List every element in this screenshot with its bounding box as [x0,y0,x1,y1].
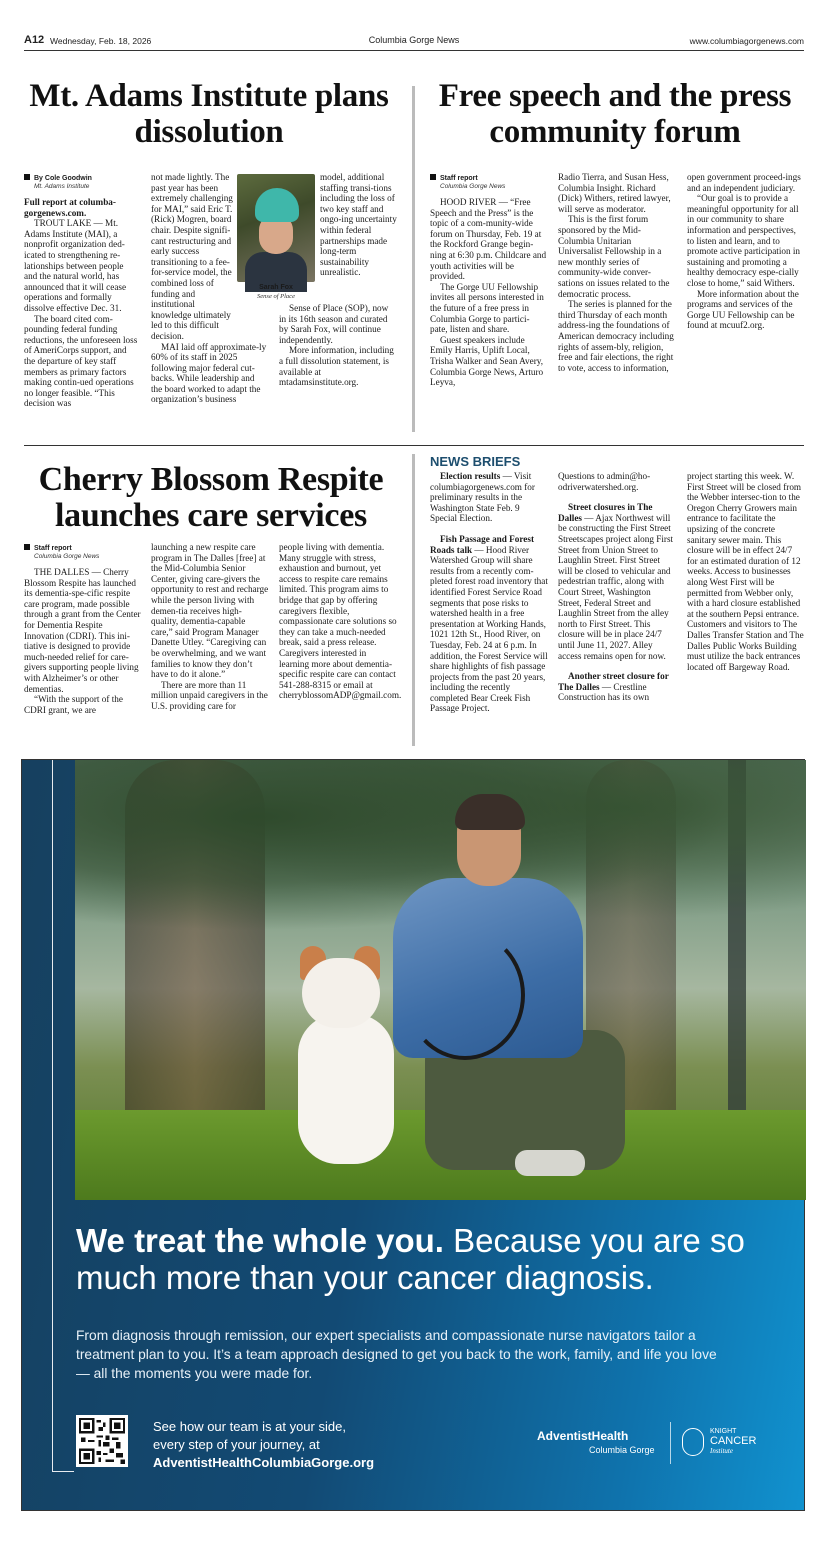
brief-item: Street closures in The Dalles — Ajax Northwest will be constructing the First Street Streetscapes project along First Street from Union Street to Laughlin Street. First Street will be closed to vehicular and pedestrian traffic, along with Court Street, Washington Street, Federal Street and Laughlin Street from the alley north to First Street. This closure will be in place 24/7 until June 11, 2027. Alley access remains open for now. [558,502,674,661]
byline-square-icon [24,544,30,550]
paragraph: The series is planned for the third Thursday of each month address-ing the foundations of American democracy including rights of assem-bly, religion, free and fair elections, the right to vote, access to information, [558,299,674,373]
article1-byline: By Cole Goodwin Mt. Adams Institute [24,174,139,191]
issue-date: Wednesday, Feb. 18, 2026 [50,36,152,46]
ad-bracket-decoration [52,760,74,1472]
paragraph: HOOD RIVER — “Free Speech and the Press” is the topic of a com-munity-wide forum on Thursday, Feb. 19 at the Rockford Grange begin-ning at 6:30 p.m. Childcare and youth activities will be provided. [430,197,547,282]
article2-col3 [687,172,805,436]
paragraph: More information, including a full dissolution statement, is available at mtadamsinstitute.org. [279,345,394,388]
top-rule [24,50,804,51]
logo2-top: KNIGHT [710,1428,737,1435]
logo2-main: CANCER [710,1435,757,1447]
column-divider [412,454,415,746]
brief-item: Election results — Visit columbiagorgenews.com for preliminary results in the Washington State Feb. 9 Special Election. [430,471,535,524]
paragraph: open government proceed-ings and an independent judiciary. [687,172,801,193]
ad-url-link[interactable]: AdventistHealthColumbiaGorge.org [153,1455,375,1470]
article3-col1 [24,544,141,749]
article1-col1 [24,174,139,436]
adventist-health-ad[interactable] [21,759,805,1511]
article2-byline: Staff report Columbia Gorge News [430,174,547,191]
ad-headline: We treat the whole you. Because you are so much more than your cancer diagnosis. [76,1222,745,1296]
article1-col3b [279,303,397,436]
adventist-health-logo [537,1427,667,1455]
ohsu-mark-icon [682,1428,704,1456]
article1-lead[interactable]: Full report at columba-gorgenews.com. [24,197,116,218]
paragraph: “With the support of the CDRI grant, we are [24,694,123,715]
briefs-col1 [430,471,548,749]
article3-byline: Staff report Columbia Gorge News [24,544,141,561]
sarah-fox-photo [237,174,315,282]
news-briefs-kicker: NEWS BRIEFS [430,454,521,469]
paragraph: The board cited com-pounding federal funding reductions, the unforeseen loss of AmeriCorps support, and the departure of key staff members as primary factors making contin-ued operations no longer feasible. “This decision was [24,313,138,409]
paragraph: people living with dementia. Many struggle with stress, exhaustion and burnout, yet access to respite care remains limited. This program aims to bridge that gap by offering caregivers flexible, compassionate care solutions so they can take a much-needed break, said a press release. Caregivers interested in learning more about dementia-specific respite care can contact 541-288-8315 or email at cherryblossomADP@gmail.com. [279,542,402,701]
article1-headline: Mt. Adams Institute plans dissolution [29,78,389,150]
section-rule [24,445,804,446]
page-number: A12 [24,34,45,46]
paragraph: THE DALLES — Cherry Blossom Respite has launched its dementia-spe-cific respite care program, made possible through a grant from the Center for Dementia Respite Innovation (CDRI). This ini-tiative is designed to provide much-needed relief for care-givers supporting people living with Alzheimer’s or other dementias. [24,567,141,694]
publication-name: Columbia Gorge News [368,35,460,45]
paragraph: The Gorge UU Fellowship invites all persons interested in the future of a free press in Columbia Gorge to partici-pate, listen and share. [430,281,544,335]
brief-item: Questions to admin@ho-odriverwatershed.org. [558,471,651,492]
logo-divider [670,1422,671,1464]
paragraph: not made lightly. The past year has been extremely challenging for MAI,” said Eric T. (Rick) Mogren, board chair. Despite signifi-cant restructuring and early success transitioning to a fee-for-service model, the combined loss of funding and institutional knowledge ultimately led to this difficult decision. [151,172,233,341]
logo2-sub: Institute [710,1447,733,1455]
byline-square-icon [430,174,436,180]
article2-col1 [430,174,547,436]
paragraph: Guest speakers include Emily Harris, Uplift Local, Trisha Walker and Sean Avery, Columbia Gorge News, Arturo Leyva, [430,334,544,388]
folio [24,34,804,48]
column-divider [412,86,415,432]
cta-line: See how our team is at your side, [153,1419,346,1434]
paragraph: TROUT LAKE — Mt. Adams Institute (MAI), a nonprofit organization ded-icated to strengthening re-lationships between people and the natural world, has announced that it will cease operations and formally dissolve effective Dec. 31. [24,218,127,313]
dog [290,958,400,1176]
ad-photo-man-and-dog [75,760,806,1200]
briefs-col3 [687,471,805,749]
article1-col3 [320,172,398,304]
article2-headline: Free speech and the press community forum [438,78,792,150]
cta-line: every step of your journey, at [153,1437,320,1452]
caption-affil: Sense of Place [257,292,295,300]
article2-col2 [558,172,676,436]
paragraph: There are more than 11 million unpaid caregivers in the U.S. providing care for [151,679,268,711]
brief-item: project starting this week. W. First Street will be closed from the Webber intersec-tion to the Oregon Cherry Growers main entrance to facilitate the upsizing of the concrete sanitary sewer main. This closure will be in effect 24/7 for an estimated duration of 12 weeks. Access to businesses along West First will be permitted from Webber only, with a hard closure established at the southern Pepsi entrance. Customers and visitors to The Dalles Transfer Station and The Dalles Public Works Building must utilize the back entrances located off Bargeway Road. [687,471,804,672]
publication-url[interactable]: www.columbiagorgenews.com [689,36,804,46]
paragraph: “Our goal is to provide a meaningful opportunity for all in our community to share information and perspectives, to listen and learn, and to promote active participation in sustaining and promoting a healthy democracy espe-cially close to home,” said Withers. [687,193,801,288]
paragraph: This is the first forum sponsored by the Mid-Columbia Unitarian Universalist Fellowship in a new monthly series of community-wide conver-sations on issues related to the democratic process. [558,214,670,299]
article3-col2 [151,542,269,749]
photo-caption [237,284,315,301]
paragraph: MAI laid off approximate-ly 60% of its staff in 2025 following major federal cut-backs. While leadership and the board worked to adapt the organization’s business [151,341,267,405]
ad-call-to-action [153,1418,453,1472]
article3-headline: Cherry Blossom Respite launches care services [38,461,384,534]
ad-body-copy: From diagnosis through remission, our expert specialists and compassionate nurse navigators tailor a treatment plan to you. It’s a team approach designed to get you back to the work, family, and life you love — all the moments you were made for. [76,1328,717,1381]
logo-sub: Columbia Gorge [589,1445,655,1455]
briefs-col2 [558,471,676,749]
brief-item: Another street closure for The Dalles — Crestline Construction has its own [558,671,669,703]
brief-item: Fish Passage and Forest Roads talk — Hood River Watershed Group will share results from a recently com-pleted forest road inventory that identified Forest Service Road segments that pose risks to watershed health in a free presentation at Working Hands, 1021 12th St., Hood River, on Tuesday, Feb. 24 at 6 p.m. In addition, the Forest Service will share highlights of fish passage projects from the past 20 years, including the recently completed Bear Creek Fish Passage Project. [430,533,548,714]
article1-col2 [151,172,267,436]
article3-col3 [279,542,402,749]
paragraph: model, additional staffing transi-tions including the loss of two key staff and ongo-ing uncertainty within federal partnerships made long-term sustainability unrealistic. [320,172,397,278]
qr-code-icon[interactable] [76,1415,128,1467]
paragraph: launching a new respite care program in The Dalles [free] at the Mid-Columbia Senior Center, giving care-givers the opportunity to rest and recharge while the person living with demen-tia receives high-quality, dementia-capable care,” said Program Manager Danette Utley. “Caregiving can be overwhelming, and we want families to know they don’t have to do it alone.” [151,542,269,680]
paragraph: Sense of Place (SOP), now in its 16th season and curated by Sarah Fox, will continue independently. [279,303,389,345]
caption-name: Sarah Fox [259,284,293,291]
paragraph: Radio Tierra, and Susan Hess, Columbia Insight. Richard (Dick) Withers, retired lawyer, will serve as moderator. [558,172,671,214]
logo-name: AdventistHealth [537,1429,629,1443]
paragraph: More information about the programs and services of the Gorge UU Fellowship can be found at mcuuf2.org. [687,288,799,331]
byline-square-icon [24,174,30,180]
